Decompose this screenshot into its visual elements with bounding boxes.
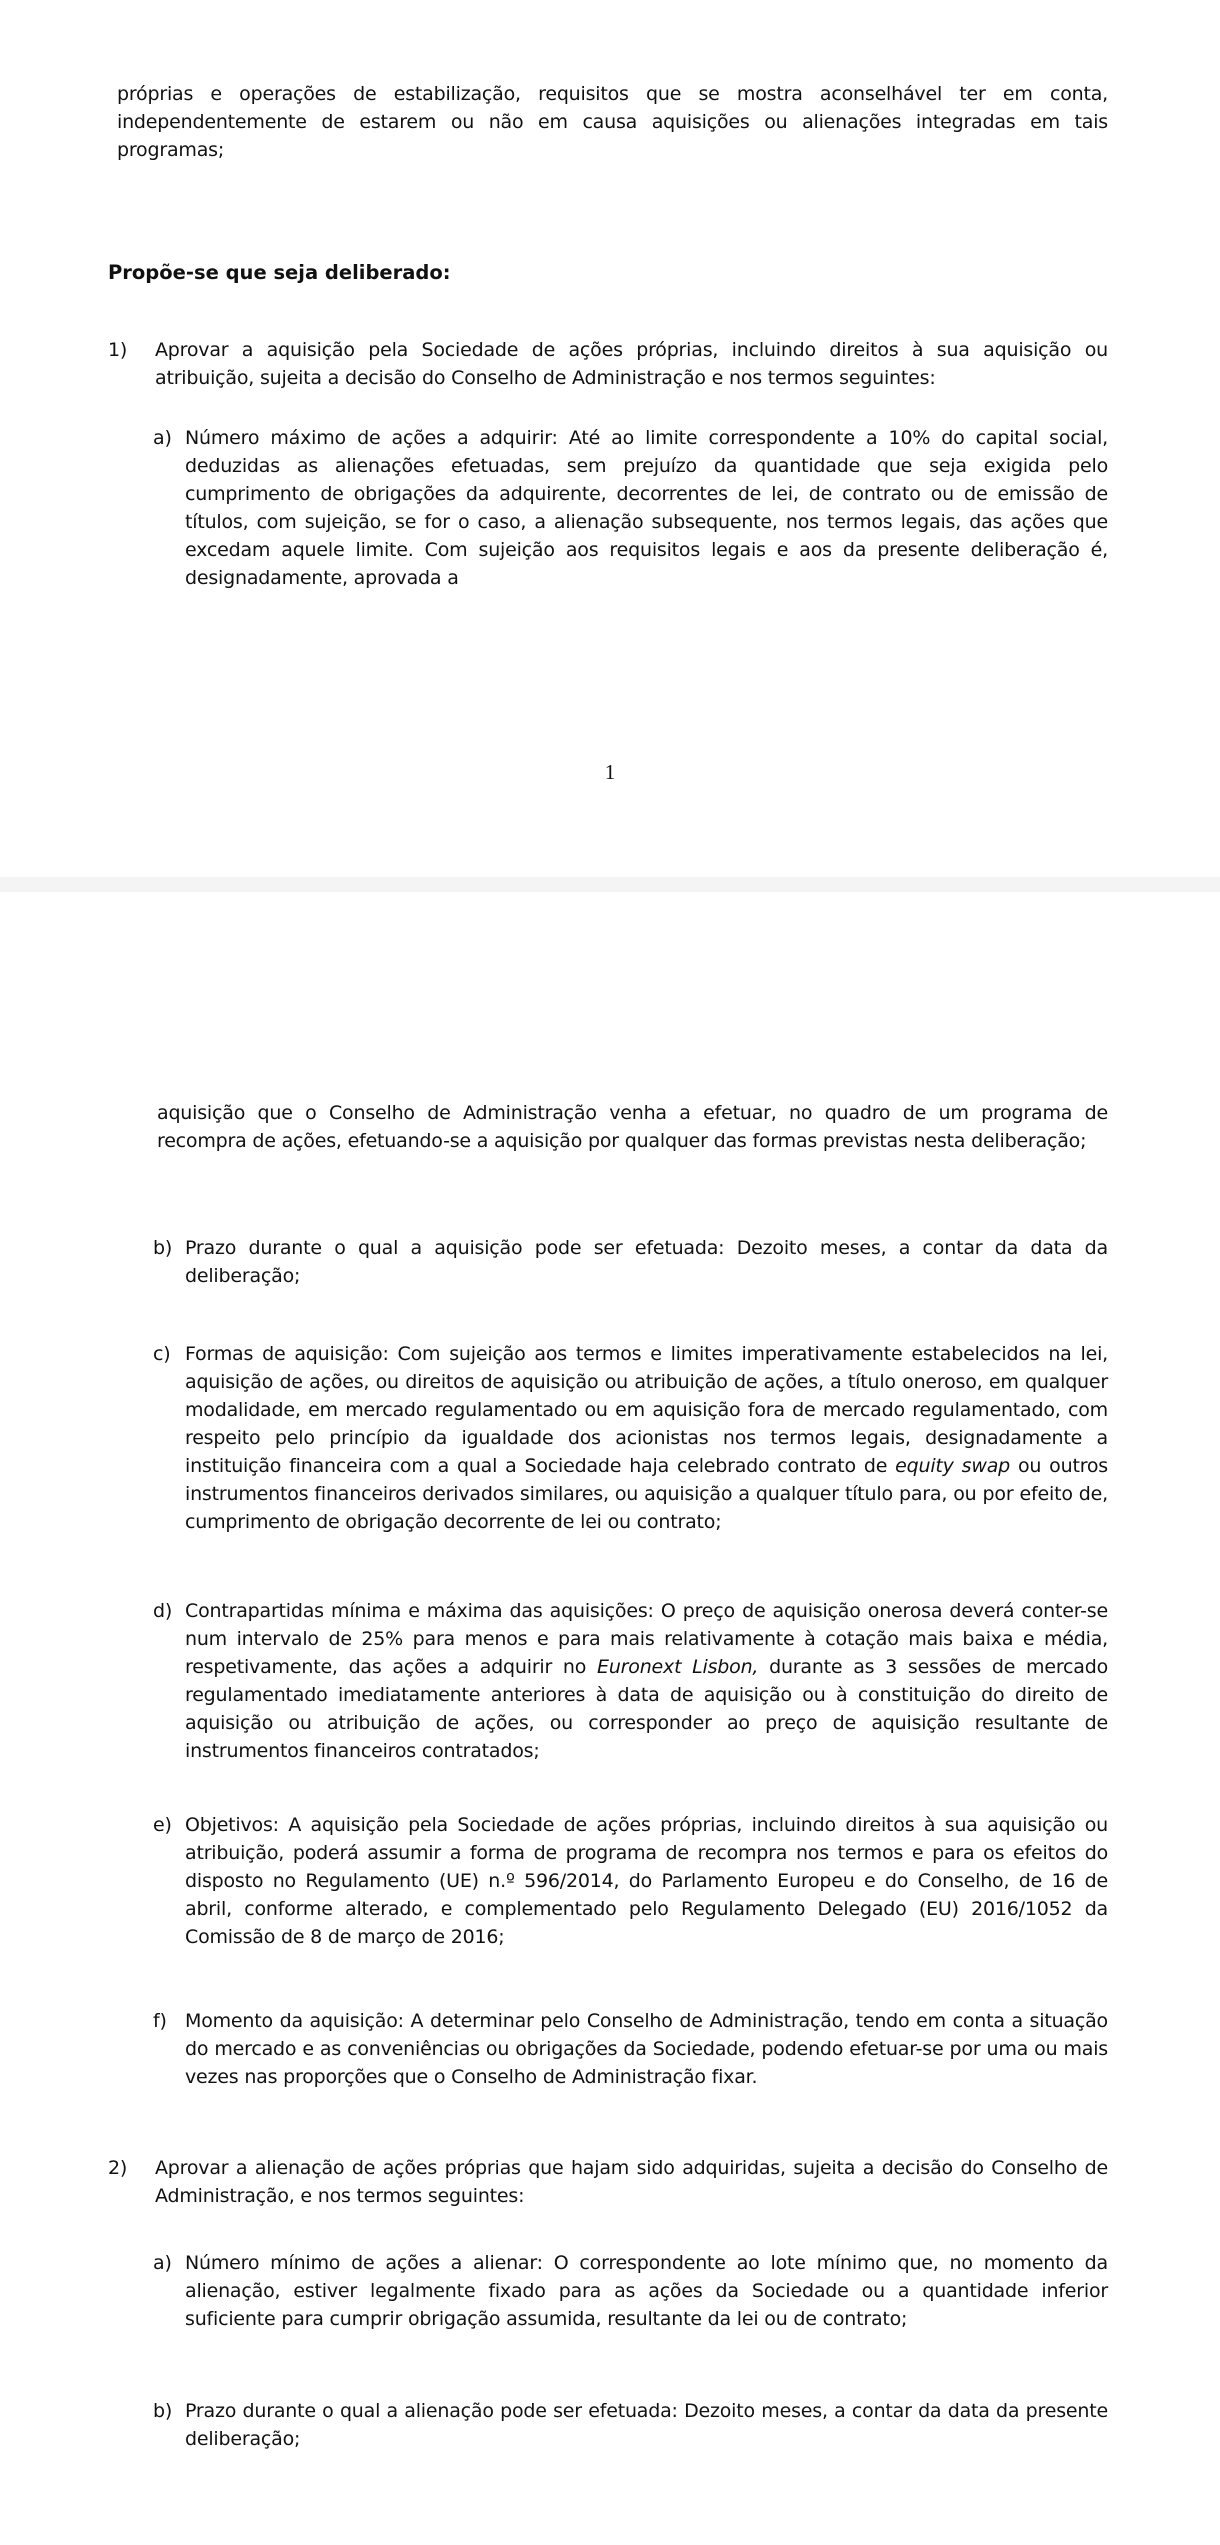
item-2-label: 2) bbox=[108, 2157, 128, 2179]
continuation-paragraph: próprias e operações de estabilização, requisitos que se mostra aconselhável ter em conta, independentemente de estarem ou não em causa aquisições ou alienações integradas em tais programas; bbox=[117, 83, 1108, 161]
item-1a-label: a) bbox=[153, 427, 172, 449]
item-1b-label: b) bbox=[153, 1237, 173, 1259]
item-2a-text: Número mínimo de ações a alienar: O correspondente ao lote mínimo que, no momento da alienação, estiver legalmente fixado para as ações da Sociedade ou a quantidade inferior suficiente para cumprir obrigação assumida, resultante da lei ou de contrato; bbox=[185, 2252, 1108, 2330]
item-1d-italic-term: Euronext Lisbon, bbox=[597, 1656, 759, 1678]
item-1a-text: Número máximo de ações a adquirir: Até ao limite correspondente a 10% do capital social, deduzidas as alienações efetuadas, sem prejuízo da quantidade que seja exigida pelo cumprimento de obrigações da adquirente, decorrentes de lei, de contrato ou de emissão de títulos, com sujeição, se for o caso, a alienação subsequente, nos termos legais, das ações que excedam aquele limite. Com sujeição aos requisitos legais e aos da presente deliberação é, designadamente, aprovada a bbox=[185, 427, 1108, 589]
item-1f-text: Momento da aquisição: A determinar pelo Conselho de Administração, tendo em conta a situação do mercado e as conveniências ou obrigações da Sociedade, podendo efetuar-se por uma ou mais vezes nas proporções que o Conselho de Administração fixar. bbox=[185, 2010, 1108, 2088]
item-1e-label: e) bbox=[153, 1814, 172, 1836]
item-1d-text-part1: Contrapartidas mínima e máxima das aquisições: O preço de aquisição onerosa deverá conter-se num intervalo de 25% para menos e para mais relativamente à cotação mais baixa e média, respetivamente, das ações a adquirir no bbox=[185, 1600, 1108, 1678]
item-2b-label: b) bbox=[153, 2400, 173, 2422]
item-2b-text: Prazo durante o qual a alienação pode ser efetuada: Dezoito meses, a contar da data da presente deliberação; bbox=[185, 2400, 1108, 2450]
page-1 bbox=[0, 0, 1220, 877]
proposal-heading: Propõe-se que seja deliberado: bbox=[108, 261, 451, 284]
page-separator bbox=[0, 877, 1220, 892]
continuation-paragraph-page2: aquisição que o Conselho de Administração venha a efetuar, no quadro de um programa de recompra de ações, efetuando-se a aquisição por qualquer das formas previstas nesta deliberação; bbox=[157, 1102, 1108, 1152]
item-1e-text: Objetivos: A aquisição pela Sociedade de ações próprias, incluindo direitos à sua aquisição ou atribuição, poderá assumir a forma de programa de recompra nos termos e para os efeitos do disposto no Regulamento (UE) n.º 596/2014, do Parlamento Europeu e do Conselho, de 16 de abril, conforme alterado, e complementado pelo Regulamento Delegado (EU) 2016/1052 da Comissão de 8 de março de 2016; bbox=[185, 1814, 1108, 1948]
item-1c-italic-term: equity swap bbox=[895, 1455, 1011, 1477]
item-1d-label: d) bbox=[153, 1600, 173, 1622]
item-1c-text-part1: Formas de aquisição: Com sujeição aos termos e limites imperativamente estabelecidos na lei, aquisição de ações, ou direitos de aquisição ou atribuição de ações, a título oneroso, em qualquer modalidade, em mercado regulamentado ou em aquisição fora de mercado regulamentado, com respeito pelo princípio da igualdade dos acionistas nos termos legais, designadamente a instituição financeira com a qual a Sociedade haja celebrado contrato de bbox=[185, 1343, 1108, 1477]
item-2a-label: a) bbox=[153, 2252, 172, 2274]
item-1c-label: c) bbox=[153, 1343, 171, 1365]
page-number: 1 bbox=[604, 760, 616, 784]
item-1-label: 1) bbox=[108, 339, 128, 361]
item-1f-label: f) bbox=[153, 2010, 167, 2032]
item-1-text: Aprovar a aquisição pela Sociedade de ações próprias, incluindo direitos à sua aquisição ou atribuição, sujeita a decisão do Conselho de Administração e nos termos seguintes: bbox=[155, 339, 1108, 389]
item-2-text: Aprovar a alienação de ações próprias que hajam sido adquiridas, sujeita a decisão do Conselho de Administração, e nos termos seguintes: bbox=[155, 2157, 1108, 2207]
item-1b-text: Prazo durante o qual a aquisição pode ser efetuada: Dezoito meses, a contar da data da deliberação; bbox=[185, 1237, 1108, 1287]
item-1c-text-part2: ou outros instrumentos financeiros derivados similares, ou aquisição a qualquer título para, ou por efeito de, cumprimento de obrigação decorrente de lei ou contrato; bbox=[185, 1455, 1109, 1533]
page-2 bbox=[0, 892, 1220, 2545]
item-1d-text bbox=[185, 1597, 1108, 1765]
item-1d-text-part2: durante as 3 sessões de mercado regulamentado imediatamente anteriores à data de aquisição ou à constituição do direito de aquisição ou atribuição de ações, ou corresponder ao preço de aquisição resultante de instrumentos financeiros contratados; bbox=[185, 1656, 1108, 1762]
item-1c-text bbox=[185, 1340, 1108, 1536]
